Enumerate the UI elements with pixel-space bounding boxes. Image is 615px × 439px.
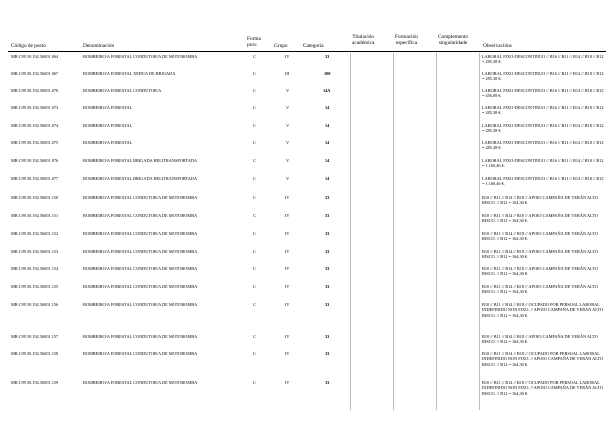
cell-categoria: 33 [325,195,330,200]
header-complemento-line1: Complemento [438,34,469,40]
header-grupo: Grupo [274,43,288,49]
cell-denominacion: BOMBEIRO/A FORESTAL CONDUTOR/A DE MOTOBOMBA [83,334,198,339]
cell-denominacion: BOMBEIRO/A FORESTAL [83,123,133,128]
cell-categoria: 100 [324,71,331,76]
cell-grupo: IV [285,249,290,254]
cell-observacions: B10 // B11 // B14 // B18 // APOIO CAMPAÑA DE VERÁN ALTO RISCO. // B12 = 164,30 €. [482,266,598,277]
column-guide-observacions-left [479,53,480,410]
cell-forma: C [253,88,256,93]
cell-denominacion: BOMBEIRO/A FORESTAL XEFE/A DE BRIGADA [83,71,176,76]
cell-codigo: MR.C99.50.192.56001.151 [11,213,59,218]
cell-categoria: 33 [325,284,330,289]
cell-denominacion: BOMBEIRO/A FORESTAL BRIGADA HELITRANSPORTADA [83,176,198,181]
cell-categoria: 33 [325,334,330,339]
cell-forma: C [253,266,256,271]
cell-forma: C [253,54,256,59]
header-forma-line2: prov. [247,42,258,48]
header-forma-line1: Forma [247,36,261,42]
cell-codigo: MR.C99.50.192.56001.074 [11,123,59,128]
header-observacions: Observacións [483,43,512,49]
cell-forma: C [253,158,256,163]
header-formacion-line2: específica [395,40,418,46]
cell-categoria: 33 [325,54,330,59]
cell-codigo: MR.C99.50.192.56001.075 [11,140,59,145]
cell-categoria: 33 [325,266,330,271]
column-guide-formacion-left [393,53,394,410]
column-guide-complemento-left [436,53,437,410]
cell-categoria: 14 [325,158,330,163]
cell-categoria: 14 [325,105,330,110]
cell-grupo: V [286,140,290,145]
cell-categoria: 14A [323,88,331,93]
cell-grupo: V [286,158,290,163]
cell-forma: C [253,71,256,76]
cell-codigo: MR.C99.50.192.56001.155 [11,284,59,289]
cell-codigo: MR.C99.50.192.56001.076 [11,158,59,163]
cell-categoria: 14 [325,140,330,145]
cell-grupo: IV [285,231,290,236]
cell-codigo: MR.C99.50.192.56001.077 [11,176,59,181]
cell-observacions: B10 // B11 // B14 // B18 // OCUPADO POR PERSOAL LABORAL INDEFINIDO NON FIXO. // APOIO CAMPAÑA DE VERÁN ALTO RISCO. // B12 = 164,30 €. [482,302,604,318]
header-titulacion-line2: académica [352,40,375,46]
cell-observacions: LABORAL FIXO-DESCONTINUO // B16 // B11 // B14 // B18 // B12 = 1.160,46 €. [482,158,604,169]
cell-categoria: 33 [325,231,330,236]
cell-codigo: MR.C99.50.192.56001.064 [11,54,59,59]
cell-codigo: MR.C99.50.192.56001.153 [11,249,59,254]
cell-forma: C [253,284,256,289]
header-complemento-line2: singularidade [438,40,468,46]
cell-codigo: MR.C99.50.192.56001.156 [11,302,59,307]
cell-denominacion: BOMBEIRO/A FORESTAL CONDUTOR/A DE MOTOBOMBA [83,195,198,200]
cell-observacions: LABORAL FIXO-DESCONTINUO // B16 // B11 // B14 // B18 // B12 = 285,38 €. [482,54,604,65]
cell-codigo: MR.C99.50.192.56001.158 [11,351,59,356]
cell-grupo: IV [285,54,290,59]
cell-forma: C [253,380,256,385]
cell-observacions: B10 // B11 // B14 // B18 // APOIO CAMPAÑA DE VERÁN ALTO RISCO. // B12 = 164,30 €. [482,334,598,345]
cell-codigo: MR.C99.50.192.56001.157 [11,334,59,339]
cell-grupo: IV [285,334,290,339]
cell-grupo: IV [285,351,290,356]
cell-codigo: MR.C99.50.192.56001.152 [11,231,59,236]
cell-observacions: B10 // B11 // B14 // B18 // OCUPADO POR PERSOAL LABORAL INDEFINIDO NON FIXO. // APOIO CAMPAÑA DE VERÁN ALTO RISCO. // B12 = 164,30 €. [482,380,604,396]
header-formacion-line1: Formación [395,34,418,40]
cell-forma: C [253,140,256,145]
cell-denominacion: BOMBEIRO/A FORESTAL CONDUTOR/A DE MOTOBOMBA [83,54,198,59]
cell-codigo: MR.C99.50.192.56001.159 [11,380,59,385]
cell-denominacion: BOMBEIRO/A FORESTAL CONDUTOR/A DE MOTOBOMBA [83,231,198,236]
cell-observacions: LABORAL FIXO-DESCONTINUO // B16 // B11 // B14 // B18 // B12 = 285,38 €. [482,123,604,134]
cell-grupo: IV [285,284,290,289]
cell-observacions: B10 // B11 // B14 // B18 // APOIO CAMPAÑA DE VERÁN ALTO RISCO. // B12 = 164,30 €. [482,249,598,260]
cell-observacions: LABORAL FIXO-DESCONTINUO // B16 // B11 // B14 // B18 // B12 = 285,38 €. [482,140,604,151]
header-forma [247,36,261,48]
header-codigo: Código de posto [11,43,46,49]
cell-categoria: 33 [325,351,330,356]
cell-grupo: IV [285,195,290,200]
cell-forma: C [253,176,256,181]
cell-grupo: V [286,88,290,93]
cell-grupo: IV [285,302,290,307]
cell-forma: C [253,231,256,236]
cell-observacions: LABORAL FIXO-DESCONTINUO // B16 // B11 // B14 // B18 // B12 = 285,38 €. [482,105,604,116]
header-complemento [438,34,468,46]
cell-denominacion: BOMBEIRO/A FORESTAL CONDUTOR/A DE MOTOBOMBA [83,380,198,385]
cell-forma: C [253,351,256,356]
cell-grupo: IV [285,266,290,271]
cell-observacions: LABORAL FIXO-DESCONTINUO // B16 // B11 // B14 // B18 // B12 = 456,08 €. [482,88,604,99]
cell-observacions: B10 // B11 // B14 // B18 // APOIO CAMPAÑA DE VERÁN ALTO RISCO. // B12 = 164,30 €. [482,213,598,224]
cell-forma: C [253,249,256,254]
cell-forma: C [253,195,256,200]
cell-grupo: V [286,123,290,128]
cell-codigo: MR.C99.50.192.56001.150 [11,195,59,200]
cell-codigo: MR.C99.50.192.56001.073 [11,105,59,110]
column-guide-titulacion-left [350,53,351,410]
header-denominacion: Denominación [83,43,115,49]
header-rule [8,51,606,52]
cell-observacions: LABORAL FIXO-DESCONTINUO // B16 // B11 // B14 // B18 // B12 = 285,38 €. [482,71,604,82]
header-categoria: Categoría [303,43,324,49]
cell-categoria: 33 [325,302,330,307]
cell-denominacion: BOMBEIRO/A FORESTAL CONDUTOR/A DE MOTOBOMBA [83,351,198,356]
cell-grupo: V [286,105,290,110]
cell-categoria: 33 [325,249,330,254]
cell-forma: C [253,105,256,110]
cell-observacions: B10 // B11 // B14 // B18 // APOIO CAMPAÑA DE VERÁN ALTO RISCO. // B12 = 164,30 €. [482,284,598,295]
header-titulacion-line1: Titulación [352,34,374,40]
cell-denominacion: BOMBEIRO/A FORESTAL [83,105,133,110]
header-formacion [395,34,418,46]
cell-grupo: IV [285,380,290,385]
cell-denominacion: BOMBEIRO/A FORESTAL CONDUTOR/A [83,88,162,93]
cell-denominacion: BOMBEIRO/A FORESTAL [83,140,133,145]
header-titulacion [352,34,374,46]
cell-denominacion: BOMBEIRO/A FORESTAL CONDUTOR/A DE MOTOBOMBA [83,266,198,271]
cell-forma: C [253,123,256,128]
cell-grupo: III [285,71,290,76]
cell-grupo: V [286,176,290,181]
cell-categoria: 33 [325,380,330,385]
cell-forma: C [253,302,256,307]
cell-observacions: B10 // B11 // B14 // B18 // APOIO CAMPAÑA DE VERÁN ALTO RISCO. // B12 = 164,30 €. [482,195,598,206]
cell-denominacion: BOMBEIRO/A FORESTAL CONDUTOR/A DE MOTOBOMBA [83,284,198,289]
cell-codigo: MR.C99.50.192.56001.154 [11,266,59,271]
cell-denominacion: BOMBEIRO/A FORESTAL CONDUTOR/A DE MOTOBOMBA [83,213,198,218]
cell-forma: C [253,213,256,218]
cell-codigo: MR.C99.50.192.56001.067 [11,71,59,76]
cell-categoria: 14 [325,123,330,128]
cell-observacions: B10 // B11 // B14 // B18 // APOIO CAMPAÑA DE VERÁN ALTO RISCO. // B12 = 164,30 €. [482,231,598,242]
cell-denominacion: BOMBEIRO/A FORESTAL BRIGADA HELITRANSPORTADA [83,158,198,163]
cell-forma: C [253,334,256,339]
cell-categoria: 14 [325,176,330,181]
cell-grupo: IV [285,213,290,218]
cell-codigo: MR.C99.50.192.56001.070 [11,88,59,93]
cell-observacions: B10 // B11 // B14 // B18 // OCUPADO POR PERSOAL LABORAL INDEFINIDO NON FIXO. // APOIO CAMPAÑA DE VERÁN ALTO RISCO. // B12 = 164,30 €. [482,351,604,367]
cell-denominacion: BOMBEIRO/A FORESTAL CONDUTOR/A DE MOTOBOMBA [83,249,198,254]
cell-categoria: 33 [325,213,330,218]
cell-denominacion: BOMBEIRO/A FORESTAL CONDUTOR/A DE MOTOBOMBA [83,302,198,307]
cell-observacions: LABORAL FIXO-DESCONTINUO // B16 // B11 // B14 // B18 // B12 = 1.160,46 €. [482,176,604,187]
